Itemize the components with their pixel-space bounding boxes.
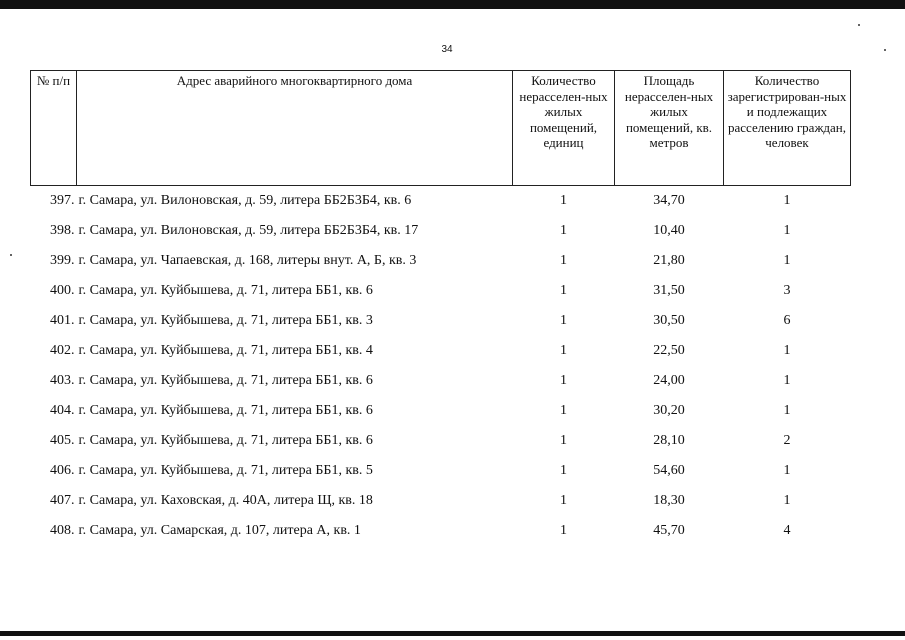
scan-bottom-border bbox=[0, 631, 905, 636]
row-address: г. Самара, ул. Вилоновская, д. 59, литера ББ2Б3Б4, кв. 6 bbox=[78, 193, 412, 208]
row-people: 3 bbox=[783, 283, 791, 298]
row-number: 402. bbox=[50, 343, 75, 358]
row-area: 18,30 bbox=[653, 493, 685, 508]
row-units: 1 bbox=[560, 283, 567, 298]
header-people: Количество зарегистрирован-ных и подлежащих расселению граждан, человек bbox=[724, 71, 851, 186]
table-row bbox=[31, 306, 851, 336]
table-row bbox=[31, 276, 851, 306]
row-area: 31,50 bbox=[653, 283, 685, 298]
table-row bbox=[31, 216, 851, 246]
row-address: г. Самара, ул. Куйбышева, д. 71, литера ББ1, кв. 6 bbox=[78, 283, 373, 298]
table-row bbox=[31, 246, 851, 276]
row-address: г. Самара, ул. Куйбышева, д. 71, литера ББ1, кв. 5 bbox=[78, 463, 373, 478]
row-area: 34,70 bbox=[653, 193, 685, 208]
row-number: 397. bbox=[50, 193, 75, 208]
row-number: 403. bbox=[50, 373, 75, 388]
row-address: г. Самара, ул. Куйбышева, д. 71, литера ББ1, кв. 6 bbox=[78, 433, 373, 448]
row-area: 10,40 bbox=[653, 223, 685, 238]
row-units: 1 bbox=[560, 313, 567, 328]
row-units: 1 bbox=[560, 193, 567, 208]
row-people: 6 bbox=[783, 313, 791, 328]
row-units: 1 bbox=[560, 373, 567, 388]
row-number: 400. bbox=[50, 283, 75, 298]
row-number: 399. bbox=[50, 253, 75, 268]
row-people: 1 bbox=[783, 373, 791, 388]
row-units: 1 bbox=[560, 343, 567, 358]
row-address: г. Самара, ул. Вилоновская, д. 59, литера ББ2Б3Б4, кв. 17 bbox=[78, 223, 419, 238]
scan-speck bbox=[884, 49, 886, 51]
table-row bbox=[31, 456, 851, 486]
table-row bbox=[31, 336, 851, 366]
row-people: 1 bbox=[783, 223, 791, 238]
row-people: 2 bbox=[783, 433, 791, 448]
header-address: Адрес аварийного многоквартирного дома bbox=[77, 71, 513, 186]
scan-top-border bbox=[0, 0, 905, 9]
table-row bbox=[31, 366, 851, 396]
row-people: 1 bbox=[783, 463, 791, 478]
row-people: 1 bbox=[783, 193, 791, 208]
row-area: 45,70 bbox=[653, 523, 685, 538]
header-num: № п/п bbox=[31, 71, 77, 186]
row-area: 54,60 bbox=[653, 463, 685, 478]
table-row bbox=[31, 486, 851, 516]
row-units: 1 bbox=[560, 523, 567, 538]
page-number: 34 bbox=[441, 44, 453, 55]
row-number: 401. bbox=[50, 313, 75, 328]
row-number: 405. bbox=[50, 433, 75, 448]
header-area: Площадь нерасселен-ных жилых помещений, кв. метров bbox=[615, 71, 724, 186]
row-area: 30,50 bbox=[653, 313, 685, 328]
row-number: 406. bbox=[50, 463, 75, 478]
table-row bbox=[31, 396, 851, 426]
row-area: 24,00 bbox=[653, 373, 685, 388]
row-units: 1 bbox=[560, 493, 567, 508]
row-number: 407. bbox=[50, 493, 75, 508]
row-number: 408. bbox=[50, 523, 75, 538]
row-address: г. Самара, ул. Куйбышева, д. 71, литера ББ1, кв. 4 bbox=[78, 343, 373, 358]
table-row bbox=[31, 516, 851, 546]
row-people: 4 bbox=[783, 523, 791, 538]
row-address: г. Самара, ул. Самарская, д. 107, литера А, кв. 1 bbox=[78, 523, 361, 538]
row-units: 1 bbox=[560, 223, 567, 238]
row-address: г. Самара, ул. Каховская, д. 40А, литера Щ, кв. 18 bbox=[78, 493, 373, 508]
row-people: 1 bbox=[783, 493, 791, 508]
header-units: Количество нерасселен-ных жилых помещений, единиц bbox=[513, 71, 615, 186]
row-people: 1 bbox=[783, 253, 791, 268]
row-number: 398. bbox=[50, 223, 75, 238]
row-address: г. Самара, ул. Куйбышева, д. 71, литера ББ1, кв. 6 bbox=[78, 373, 373, 388]
row-address: г. Самара, ул. Куйбышева, д. 71, литера ББ1, кв. 6 bbox=[78, 403, 373, 418]
scan-speck bbox=[10, 254, 12, 256]
scan-speck bbox=[858, 24, 860, 26]
row-area: 21,80 bbox=[653, 253, 685, 268]
row-area: 28,10 bbox=[653, 433, 685, 448]
row-area: 22,50 bbox=[653, 343, 685, 358]
row-area: 30,20 bbox=[653, 403, 685, 418]
row-people: 1 bbox=[783, 403, 791, 418]
row-number: 404. bbox=[50, 403, 75, 418]
table-row bbox=[31, 186, 851, 217]
row-people: 1 bbox=[783, 343, 791, 358]
row-address: г. Самара, ул. Чапаевская, д. 168, литеры внут. А, Б, кв. 3 bbox=[78, 253, 417, 268]
table-header-row bbox=[31, 71, 851, 186]
row-units: 1 bbox=[560, 463, 567, 478]
row-address: г. Самара, ул. Куйбышева, д. 71, литера ББ1, кв. 3 bbox=[78, 313, 373, 328]
table-row bbox=[31, 426, 851, 456]
resettlement-table bbox=[30, 70, 851, 546]
row-units: 1 bbox=[560, 433, 567, 448]
row-units: 1 bbox=[560, 253, 567, 268]
row-units: 1 bbox=[560, 403, 567, 418]
